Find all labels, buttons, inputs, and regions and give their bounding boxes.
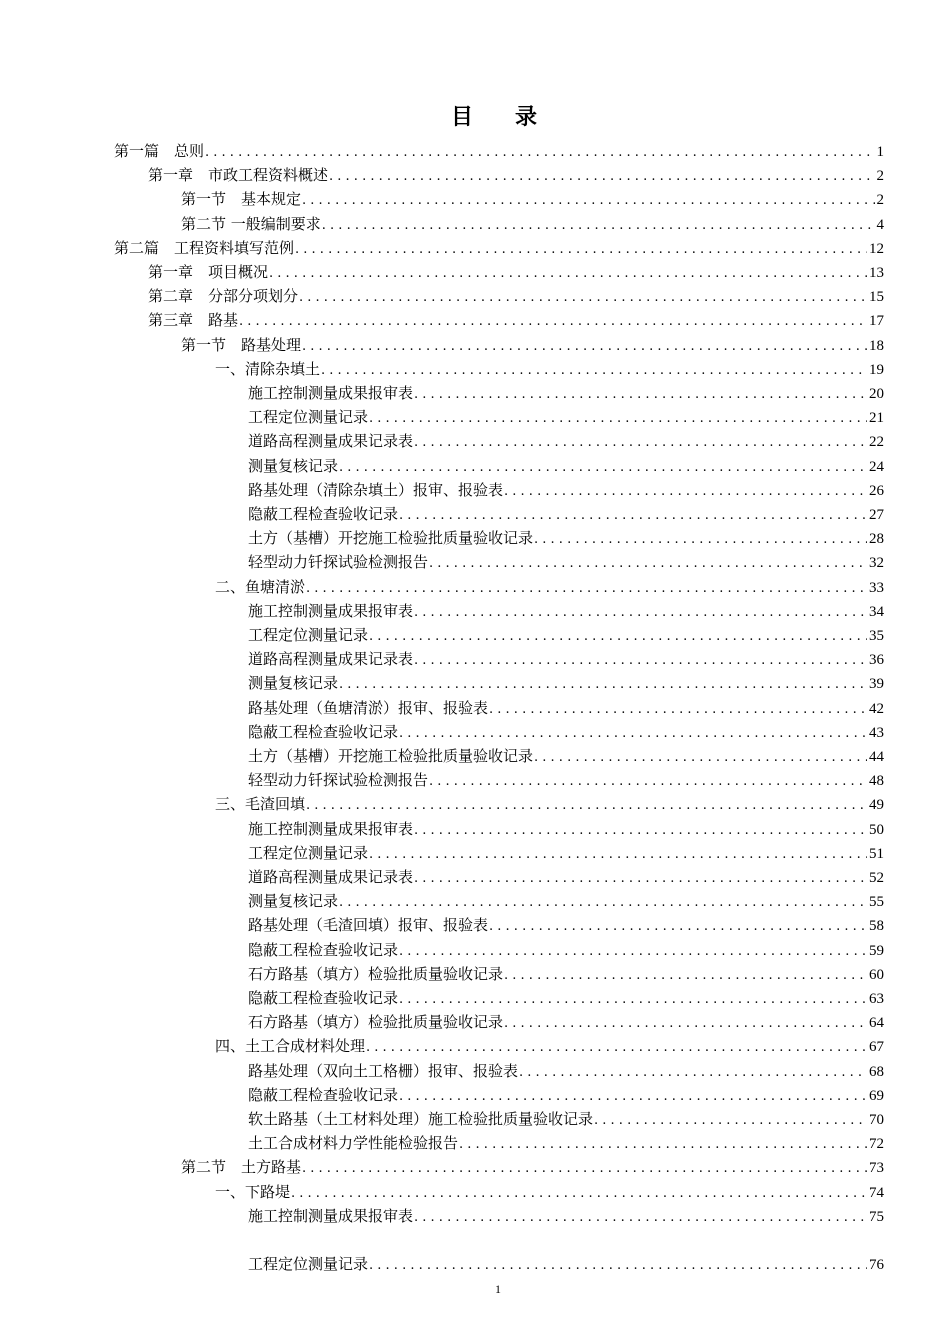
toc-dot-leader	[369, 407, 867, 431]
toc-entry-label: 第一篇 总则	[114, 142, 205, 160]
toc-entry	[248, 1010, 884, 1034]
toc-dot-leader	[239, 310, 867, 334]
toc-entry	[248, 962, 884, 986]
toc-entry	[248, 986, 884, 1010]
toc-entry-page: 2	[876, 168, 884, 185]
toc-entry-page: 72	[869, 1136, 884, 1153]
toc-entry	[181, 333, 884, 357]
toc-dot-leader	[504, 1012, 867, 1036]
toc-entry	[148, 260, 884, 284]
toc-dot-leader	[302, 1157, 867, 1181]
toc-entry-page: 20	[869, 386, 884, 402]
toc-dot-leader	[399, 504, 867, 528]
toc-dot-leader	[299, 286, 867, 310]
toc-entry-label: 测量复核记录	[248, 674, 339, 693]
toc-entry	[248, 478, 884, 502]
toc-dot-leader	[321, 359, 867, 383]
toc-entry-label: 路基处理（双向土工格栅）报审、报验表	[248, 1061, 519, 1080]
toc-entry	[248, 623, 884, 647]
toc-dot-leader	[302, 189, 874, 213]
toc-entry-page: 74	[869, 1184, 884, 1201]
toc-dot-leader	[489, 915, 867, 939]
toc-dot-leader	[489, 698, 867, 722]
toc-entry-page: 4	[876, 216, 884, 233]
toc-entry-label: 第二节 土方路基	[181, 1158, 302, 1177]
toc-entry-page: 48	[869, 773, 884, 790]
toc-entry	[148, 308, 884, 332]
toc-entry	[248, 526, 884, 550]
toc-entry-page: 36	[869, 652, 884, 669]
toc-entry-page: 18	[869, 337, 884, 354]
toc-dot-leader	[322, 214, 875, 238]
toc-entry-label: 施工控制测量成果报审表	[248, 384, 414, 402]
toc-entry	[215, 357, 884, 381]
toc-dot-leader	[399, 1085, 867, 1109]
toc-dot-leader	[295, 238, 867, 262]
toc-dot-leader	[504, 964, 867, 988]
toc-entry-page: 73	[869, 1160, 884, 1177]
toc-entry-page: 26	[869, 482, 884, 499]
toc-entry	[248, 913, 884, 937]
toc-entry-page: 68	[869, 1063, 884, 1080]
toc-entry-label: 工程定位测量记录	[248, 843, 369, 862]
toc-entry	[215, 575, 884, 599]
toc-entry-label: 施工控制测量成果报审表	[248, 819, 414, 838]
toc-entry-label: 施工控制测量成果报审表	[248, 1206, 414, 1225]
toc-dot-leader	[369, 1254, 867, 1278]
toc-dot-leader	[399, 988, 867, 1012]
toc-entry	[248, 696, 884, 720]
toc-entry-page: 21	[869, 410, 884, 427]
toc-entry-label: 第二节 一般编制要求	[181, 214, 321, 233]
toc-entry-page: 13	[869, 265, 884, 281]
toc-dot-leader	[429, 552, 867, 576]
toc-entry-page: 27	[869, 507, 884, 523]
toc-entry	[248, 1252, 884, 1276]
toc-entry	[248, 550, 884, 574]
toc-dot-leader	[369, 625, 867, 649]
toc-entry-page: 64	[869, 1015, 884, 1032]
toc-entry	[181, 187, 884, 211]
toc-entry-page: 39	[869, 676, 884, 693]
toc-entry	[248, 768, 884, 792]
toc-entry	[248, 502, 884, 526]
toc-entry-label: 石方路基（填方）检验批质量验收记录	[248, 964, 504, 983]
toc-entry-page: 51	[869, 845, 884, 862]
toc-entry-label: 路基处理（毛渣回填）报审、报验表	[248, 916, 489, 935]
toc-entry	[248, 1059, 884, 1083]
toc-entry-page: 1	[876, 144, 884, 160]
toc-entry-page: 42	[869, 700, 884, 717]
toc-entry	[181, 212, 884, 236]
toc-entry-label: 第一节 基本规定	[181, 190, 302, 209]
toc-dot-leader	[291, 1182, 867, 1206]
toc-dot-leader	[339, 456, 867, 480]
toc-entry-page: 67	[869, 1039, 884, 1056]
toc-entry	[114, 236, 884, 260]
toc-dot-leader	[302, 335, 867, 359]
toc-entry-label: 三、毛渣回填	[215, 795, 306, 814]
toc-dot-leader	[369, 843, 867, 867]
toc-entry-page: 22	[869, 434, 884, 451]
toc-entry-label: 工程定位测量记录	[248, 1255, 369, 1274]
toc-entry-label: 软土路基（土工材料处理）施工检验批质量验收记录	[248, 1110, 594, 1128]
toc-entry-label: 隐蔽工程检查验收记录	[248, 722, 399, 741]
toc-entry-label: 土方（基槽）开挖施工检验批质量验收记录	[248, 529, 534, 548]
toc-dot-leader	[269, 262, 867, 286]
toc-dot-leader	[459, 1133, 867, 1157]
toc-entry-page: 15	[869, 289, 884, 306]
page-number: 1	[495, 1282, 501, 1296]
toc-entry-label: 一、清除杂填土	[215, 359, 321, 378]
toc-dot-leader	[519, 1061, 867, 1085]
toc-entry-page: 58	[869, 918, 884, 935]
toc-entry-page: 33	[869, 579, 884, 596]
toc-entry-page: 69	[869, 1087, 884, 1104]
toc-entry	[248, 889, 884, 913]
toc-dot-leader	[414, 431, 867, 455]
toc-entry	[248, 841, 884, 865]
toc-dot-leader	[339, 673, 867, 697]
toc-entry-page: 59	[869, 942, 884, 959]
toc-entry	[248, 599, 884, 623]
toc-entry-page: 76	[869, 1257, 884, 1274]
toc-entry-page: 34	[869, 603, 884, 620]
toc-dot-leader	[329, 165, 874, 189]
toc-entry-page: 32	[869, 555, 884, 572]
toc-dot-leader	[339, 891, 867, 915]
toc-entry-label: 第三章 路基	[148, 311, 239, 330]
toc-entry	[148, 163, 884, 187]
toc-entry-label: 轻型动力钎探试验检测报告	[248, 553, 429, 572]
toc-dot-leader	[414, 383, 867, 407]
toc-entry-page: 44	[869, 749, 884, 765]
toc-entry-label: 土工合成材料力学性能检验报告	[248, 1134, 459, 1153]
toc-dot-leader	[414, 867, 867, 891]
toc-entry	[248, 647, 884, 671]
toc-entry-label: 隐蔽工程检查验收记录	[248, 1085, 399, 1104]
toc-entry-page: 28	[869, 531, 884, 548]
toc-dot-leader	[366, 1036, 867, 1060]
toc-entry	[215, 792, 884, 816]
toc-entry-label: 道路高程测量成果记录表	[248, 868, 414, 886]
toc-dot-leader	[504, 480, 867, 504]
toc-entry-label: 第一章 市政工程资料概述	[148, 166, 329, 185]
toc-entry-page: 43	[869, 724, 884, 741]
toc-dot-leader	[306, 577, 867, 601]
toc-entry-page: 75	[869, 1208, 884, 1225]
toc-entry-label: 土方（基槽）开挖施工检验批质量验收记录	[248, 747, 534, 765]
toc-entry-label: 第二篇 工程资料填写范例	[114, 238, 295, 257]
toc-dot-leader	[429, 770, 867, 794]
toc-dot-leader	[205, 141, 874, 165]
toc-entry-page: 49	[869, 797, 884, 814]
toc-entry	[114, 139, 884, 163]
toc-entry	[248, 405, 884, 429]
toc-dot-leader	[399, 940, 867, 964]
toc-entry-label: 一、下路堤	[215, 1182, 291, 1201]
toc-entry-label: 测量复核记录	[248, 456, 339, 475]
toc-dot-leader	[594, 1109, 867, 1133]
toc-entry-label: 隐蔽工程检查验收记录	[248, 989, 399, 1007]
toc-entry	[215, 1034, 884, 1058]
toc-entry-label: 隐蔽工程检查验收记录	[248, 940, 399, 959]
toc-dot-leader	[534, 528, 867, 552]
toc-entry-label: 轻型动力钎探试验检测报告	[248, 771, 429, 790]
toc-entry	[248, 744, 884, 768]
toc-entry-label: 测量复核记录	[248, 892, 339, 911]
toc-entry-label: 工程定位测量记录	[248, 626, 369, 644]
toc-entry-label: 四、土工合成材料处理	[215, 1037, 366, 1056]
toc-entry	[248, 1107, 884, 1131]
toc-entry-label: 路基处理（鱼塘清淤）报审、报验表	[248, 698, 489, 717]
toc-entry	[248, 1131, 884, 1155]
toc-dot-leader	[414, 601, 867, 625]
toc-entry-label: 石方路基（填方）检验批质量验收记录	[248, 1013, 504, 1032]
toc-entry-page: 70	[869, 1112, 884, 1128]
toc-entry	[248, 720, 884, 744]
toc-entry-page: 24	[869, 458, 884, 475]
toc-entry	[215, 1180, 884, 1204]
toc-dot-leader	[399, 722, 867, 746]
toc-entry-page: 63	[869, 991, 884, 1007]
toc-entry	[248, 1083, 884, 1107]
toc-entry	[248, 381, 884, 405]
toc-dot-leader	[414, 649, 867, 673]
toc-entry	[181, 1155, 884, 1179]
toc-entry-label: 隐蔽工程检查验收记录	[248, 505, 399, 523]
toc-entry	[248, 938, 884, 962]
toc-entry	[148, 284, 884, 308]
toc-entry-label: 第一章 项目概况	[148, 263, 269, 281]
toc-entry-label: 施工控制测量成果报审表	[248, 601, 414, 620]
toc-entry-page: 52	[869, 870, 884, 886]
toc-entry-page: 2	[876, 192, 884, 209]
toc-entry	[248, 454, 884, 478]
toc-entry	[248, 865, 884, 889]
toc-entry-label: 道路高程测量成果记录表	[248, 432, 414, 451]
toc-entry	[248, 429, 884, 453]
toc-entry	[248, 671, 884, 695]
toc-dot-leader	[414, 819, 867, 843]
toc-dot-leader	[414, 1206, 867, 1230]
toc-entry-label: 路基处理（清除杂填土）报审、报验表	[248, 480, 504, 499]
toc-entry-page: 12	[869, 240, 884, 257]
toc-entry-page: 55	[869, 894, 884, 911]
toc-entry	[248, 1204, 884, 1228]
toc-entry-label: 工程定位测量记录	[248, 408, 369, 427]
toc-entry-page: 60	[869, 966, 884, 983]
toc-entry-label: 第一节 路基处理	[181, 335, 302, 354]
toc-entry	[248, 817, 884, 841]
toc-entry-page: 17	[869, 313, 884, 330]
toc-entry-label: 道路高程测量成果记录表	[248, 650, 414, 669]
toc-entry-page: 35	[869, 628, 884, 644]
page-title: 目 录	[450, 105, 547, 130]
toc-entry-label: 二、鱼塘清淤	[215, 577, 306, 596]
toc-dot-leader	[534, 746, 867, 770]
toc-entry-label: 第二章 分部分项划分	[148, 287, 299, 306]
toc-entry-page: 19	[869, 361, 884, 378]
toc-dot-leader	[306, 794, 867, 818]
toc-entry-page: 50	[869, 821, 884, 838]
